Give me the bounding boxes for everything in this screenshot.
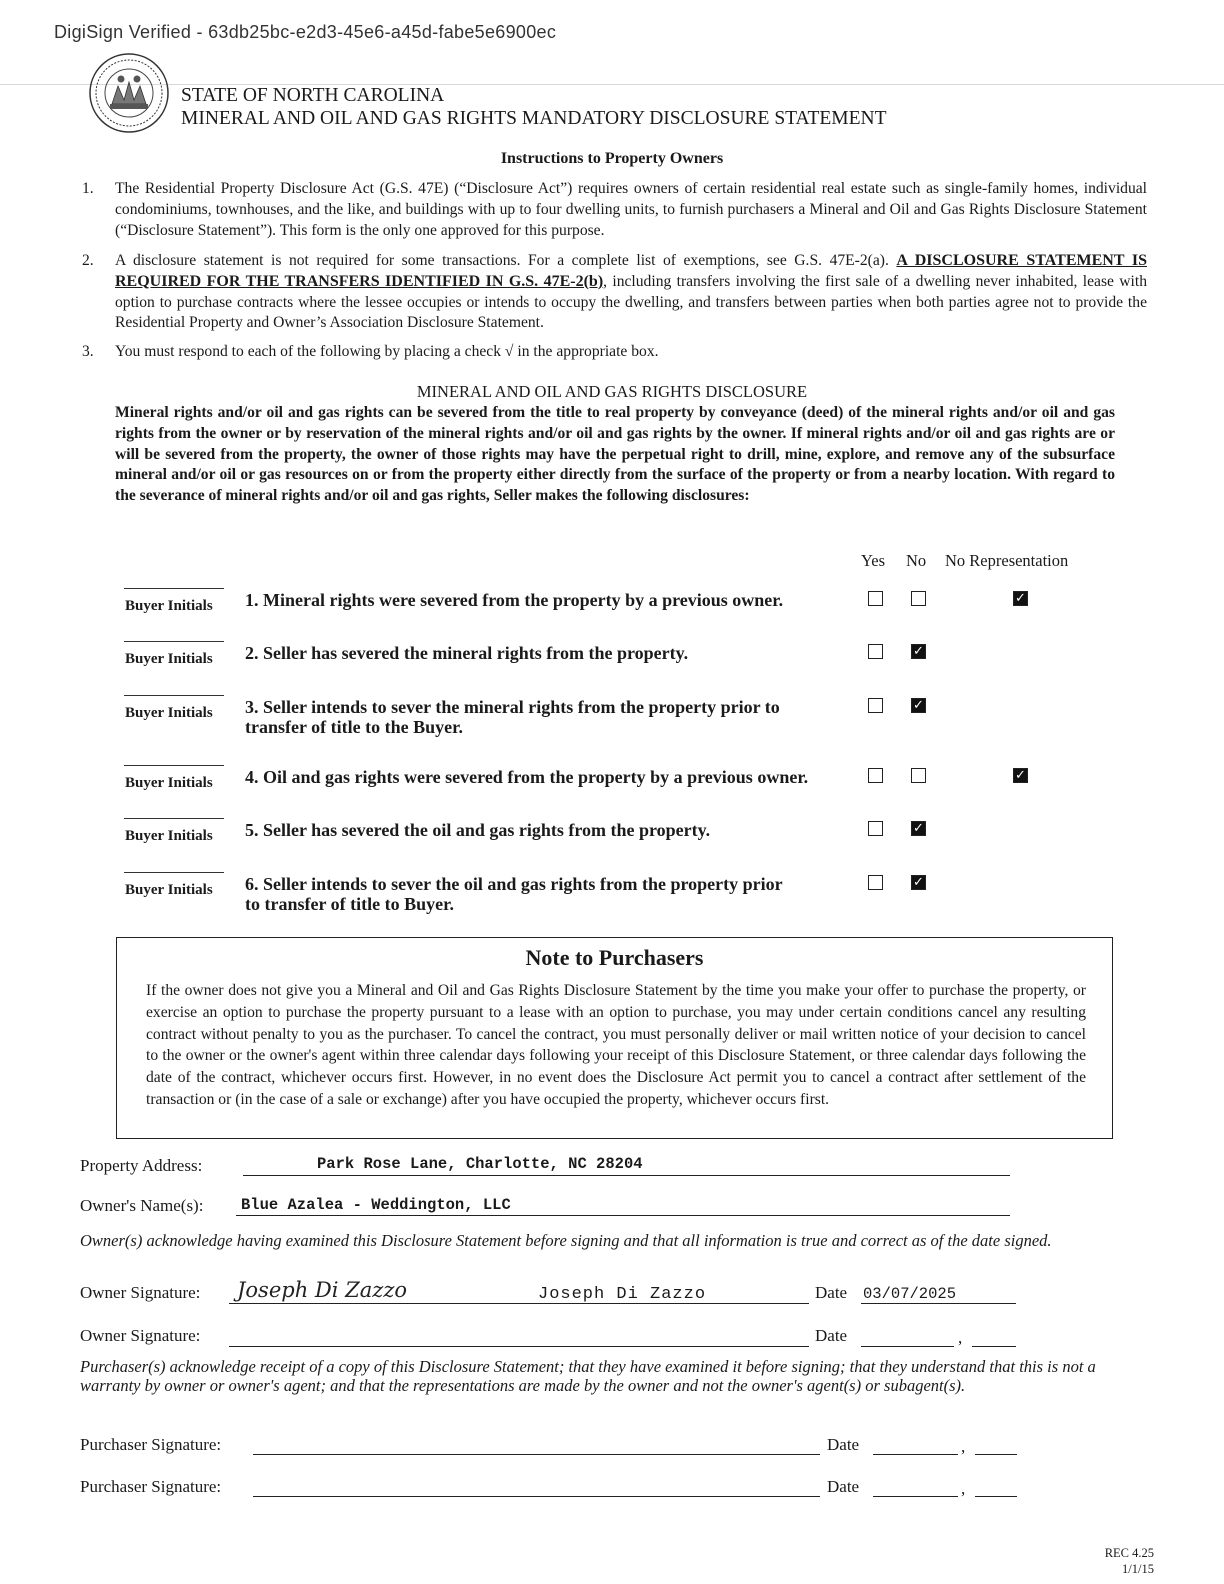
owner-signature-label: Owner Signature: — [80, 1326, 201, 1345]
note-title: Note to Purchasers — [525, 945, 704, 970]
buyer-initials-label: Buyer Initials — [125, 651, 213, 667]
purchaser-year-line[interactable] — [975, 1454, 1017, 1455]
owner-printed-name: Joseph Di Zazzo — [538, 1285, 707, 1304]
purchaser-signature-label: Purchaser Signature: — [80, 1435, 222, 1454]
instruction-number: 3. — [82, 343, 94, 360]
buyer-initials-field[interactable] — [124, 872, 224, 873]
purchaser-year-line[interactable] — [975, 1496, 1017, 1497]
question-text-continued: to transfer of title to Buyer. — [245, 894, 454, 914]
question-text: 2. Seller has severed the mineral rights from the property. — [245, 643, 689, 663]
purchaser-date-line[interactable] — [873, 1496, 958, 1497]
question-text-continued: transfer of title to the Buyer. — [245, 717, 463, 737]
owner-date-label: Date — [815, 1283, 848, 1302]
question-text: 6. Seller intends to sever the oil and gas rights from the property prior — [245, 874, 783, 894]
buyer-initials-field[interactable] — [124, 765, 224, 766]
checkbox-yes[interactable] — [868, 698, 883, 713]
owner-date-label: Date — [815, 1326, 848, 1345]
owner-date-line — [861, 1303, 1016, 1304]
question-text: 3. Seller intends to sever the mineral rights from the property prior to — [245, 697, 780, 717]
instruction-text-b: , including transfers involving the first sale of a dwelling never inhabited, lease with option to purchase contracts where the lessee occupies or intends to occupy the dwelling, and transfers between parties when both parties agree not to provide the Residential Property and Owner’s Association Disclosure Statement. — [115, 272, 1147, 332]
owner-year-line[interactable] — [972, 1346, 1016, 1347]
buyer-initials-field[interactable] — [124, 818, 224, 819]
disclosure-heading: MINERAL AND OIL AND GAS RIGHTS DISCLOSURE — [416, 382, 808, 401]
owner-names-field[interactable]: Blue Azalea - Weddington, LLC — [241, 1196, 511, 1214]
checkbox-no[interactable] — [911, 591, 926, 606]
instruction-text: The Residential Property Disclosure Act (G.S. 47E) (“Disclosure Act”) requires owners of certain residential real estate such as single-family homes, individual condominiums, townhouses, and the like, and buildings with up to four dwelling units, to furnish purchasers a Mineral and Oil and Gas Rights Disclosure Statement (“Disclosure Statement”). This form is the only one approved for this purpose. — [115, 180, 1147, 239]
buyer-initials-label: Buyer Initials — [125, 828, 213, 844]
buyer-initials-label: Buyer Initials — [125, 705, 213, 721]
date-comma: , — [958, 1328, 963, 1347]
instruction-item — [82, 179, 1147, 241]
checkbox-yes[interactable] — [868, 875, 883, 890]
digisign-verification: DigiSign Verified - 63db25bc-e2d3-45e6-a45d-fabe5e6900ec — [54, 22, 557, 42]
buyer-initials-label: Buyer Initials — [125, 775, 213, 791]
owner-names-label: Owner's Name(s): — [80, 1196, 204, 1215]
instruction-item — [82, 342, 1147, 363]
required-transfers-notice: A DISCLOSURE STATEMENT IS REQUIRED FOR THE TRANSFERS IDENTIFIED IN G.S. 47E-2(b) — [115, 252, 1147, 290]
column-no-representation: No Representation — [945, 551, 1069, 570]
checkbox-yes[interactable] — [868, 644, 883, 659]
state-seal-icon — [88, 52, 170, 134]
form-code-number: REC 4.25 — [1104, 1546, 1154, 1560]
state-name: STATE OF NORTH CAROLINA — [181, 85, 445, 106]
purchaser-signature-line[interactable] — [253, 1454, 820, 1455]
checkbox-no[interactable] — [911, 768, 926, 783]
form-code — [1090, 1545, 1154, 1577]
checkbox-no[interactable]: ✓ — [911, 821, 926, 836]
note-text: If the owner does not give you a Mineral and Oil and Gas Rights Disclosure Statement by the time you make your offer to purchase the property, or exercise an option to purchase the property pursuant to a lease with an option to purchase, you may under certain conditions cancel any resulting contract without penalty to you as the purchaser. To cancel the contract, you must personally deliver or mail written notice of your decision to cancel to the owner or the owner's agent within three calendar days following your receipt of this Disclosure Statement, or three calendar days following the date of the contract, whichever occurs first. However, in no event does the Disclosure Act permit you to cancel a contract after settlement of the transaction or (in the case of a sale or exchange) after you have occupied the property, whichever occurs first. — [146, 982, 1086, 1108]
checkbox-yes[interactable] — [868, 821, 883, 836]
checkbox-norep[interactable]: ✓ — [1013, 768, 1028, 783]
column-yes: Yes — [861, 551, 886, 570]
owner-signature-line — [229, 1303, 809, 1304]
checkbox-no[interactable]: ✓ — [911, 875, 926, 890]
checkbox-norep[interactable]: ✓ — [1013, 591, 1028, 606]
owner-signature-label: Owner Signature: — [80, 1283, 201, 1302]
owner-signature-line[interactable] — [229, 1346, 809, 1347]
purchaser-date-label: Date — [827, 1435, 860, 1454]
owner-date-line[interactable] — [861, 1346, 954, 1347]
column-no: No — [906, 551, 927, 570]
disclosure-paragraph: Mineral rights and/or oil and gas rights can be severed from the title to real property by conveyance (deed) of the mineral rights and/or oil and gas rights from the owner or by reservation of the mineral rights and/or oil and gas rights by the owner. If mineral rights and/or oil and gas rights are or will be severed from the property, the owner of those rights may have the perpetual right to drill, mine, explore, and remove any of the subsurface mineral and/or oil or gas resources on or from the property either directly from the surface of the property or from a nearby location. With regard to the severance of mineral rights and/or oil and gas rights, Seller makes the following disclosures: — [115, 404, 1115, 505]
buyer-initials-label: Buyer Initials — [125, 882, 213, 898]
instruction-text-a: A disclosure statement is not required for some transactions. For a complete list of exemptions, see G.S. 47E-2(a). — [115, 252, 897, 269]
checkbox-no[interactable]: ✓ — [911, 698, 926, 713]
instruction-number: 2. — [82, 252, 94, 269]
purchaser-date-line[interactable] — [873, 1454, 958, 1455]
date-comma: , — [961, 1479, 966, 1498]
owner-acknowledgement: Owner(s) acknowledge having examined this Disclosure Statement before signing and that all information is true and correct as of the date signed. — [80, 1231, 1052, 1250]
purchaser-acknowledgement: Purchaser(s) acknowledge receipt of a copy of this Disclosure Statement; that they have examined it before signing; that they understand that this is not a warranty by owner or owner's agent; and that the representations are made by the owner and not the owner's agent(s) or subagent(s). — [80, 1357, 1096, 1395]
owner-names-line — [236, 1215, 1010, 1216]
checkbox-yes[interactable] — [868, 768, 883, 783]
instruction-text: You must respond to each of the following by placing a check √ in the appropriate box. — [115, 343, 659, 360]
instruction-text — [115, 251, 1147, 334]
buyer-initials-field[interactable] — [124, 641, 224, 642]
instruction-item — [82, 251, 1147, 334]
property-address-field[interactable]: Park Rose Lane, Charlotte, NC 28204 — [317, 1155, 643, 1173]
question-text: 5. Seller has severed the oil and gas rights from the property. — [245, 820, 711, 840]
property-address-line — [243, 1175, 1010, 1176]
instructions-heading: Instructions to Property Owners — [500, 150, 724, 167]
form-title: MINERAL AND OIL AND GAS RIGHTS MANDATORY DISCLOSURE STATEMENT — [181, 108, 887, 129]
buyer-initials-label: Buyer Initials — [125, 598, 213, 614]
question-text: 4. Oil and gas rights were severed from the property by a previous owner. — [245, 767, 809, 787]
purchaser-signature-label: Purchaser Signature: — [80, 1477, 222, 1496]
checkbox-yes[interactable] — [868, 591, 883, 606]
purchaser-date-label: Date — [827, 1477, 860, 1496]
owner-date-field[interactable]: 03/07/2025 — [863, 1285, 957, 1303]
question-text: 1. Mineral rights were severed from the property by a previous owner. — [245, 590, 784, 610]
instruction-number: 1. — [82, 180, 94, 197]
property-address-label: Property Address: — [80, 1156, 203, 1175]
date-comma: , — [961, 1437, 966, 1456]
buyer-initials-field[interactable] — [124, 695, 224, 696]
form-code-date: 1/1/15 — [1122, 1562, 1154, 1576]
purchaser-signature-line[interactable] — [253, 1496, 820, 1497]
buyer-initials-field[interactable] — [124, 588, 224, 589]
checkbox-no[interactable]: ✓ — [911, 644, 926, 659]
document-title — [181, 84, 887, 130]
owner-signature-handwritten[interactable]: Joseph Di Zazzo — [237, 1278, 408, 1302]
